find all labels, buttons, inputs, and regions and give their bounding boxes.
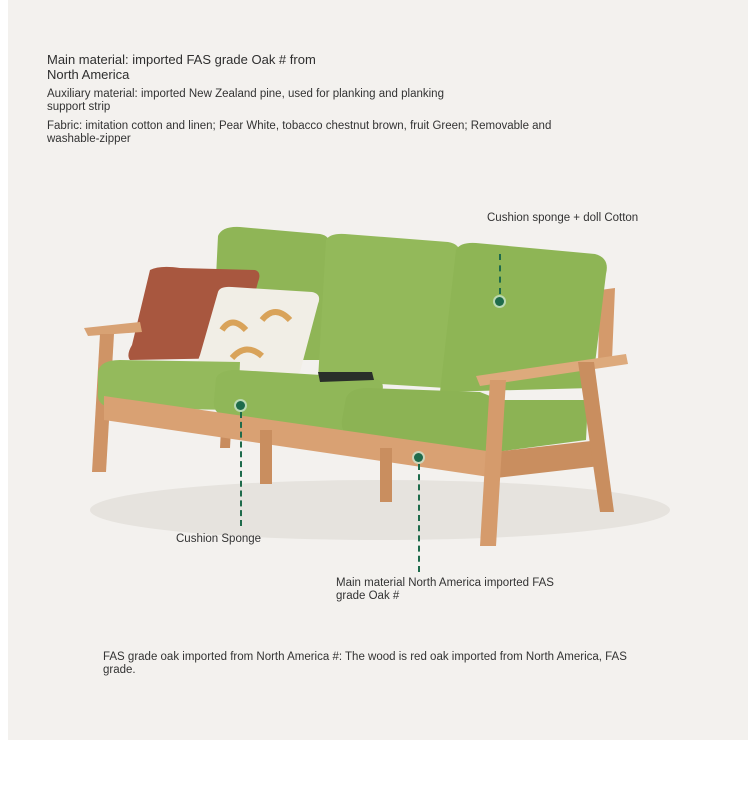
callout-dot-back-cushion bbox=[495, 297, 504, 306]
back-cushion-middle bbox=[318, 234, 460, 388]
callout-line-seat-cushion bbox=[240, 412, 242, 526]
middle-leg bbox=[260, 430, 272, 484]
white-pillow bbox=[198, 287, 319, 375]
callout-dot-seat-cushion bbox=[236, 401, 245, 410]
left-armrest bbox=[84, 322, 142, 336]
callout-seat-cushion: Cushion Sponge bbox=[176, 533, 262, 545]
callout-frame-material: Main material North America imported FAS grade Oak # bbox=[336, 577, 554, 603]
main-material-text: Main material: imported FAS grade Oak # from North America bbox=[47, 52, 316, 82]
callout-back-cushion: Cushion sponge + doll Cotton bbox=[487, 212, 639, 224]
fabric-text: Fabric: imitation cotton and linen; Pear White, tobacco chestnut brown, fruit Green; Removable and washable-zipper bbox=[47, 120, 552, 146]
auxiliary-material-text: Auxiliary material: imported New Zealand pine, used for planking and planking support strip bbox=[47, 88, 444, 114]
callout-line-back-cushion bbox=[499, 254, 501, 294]
callout-line-frame bbox=[418, 464, 420, 572]
footer-note: FAS grade oak imported from North America #: The wood is red oak imported from North America, FAS grade. bbox=[103, 651, 627, 677]
middle-leg bbox=[380, 448, 392, 502]
callout-dot-frame bbox=[414, 453, 423, 462]
